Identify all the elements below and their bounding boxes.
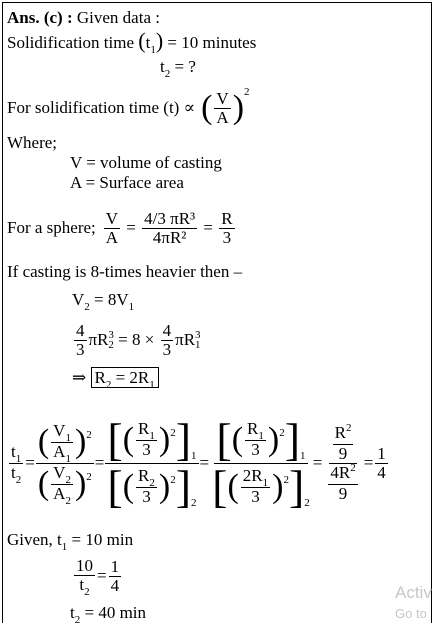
fraction-v: V (216, 88, 229, 108)
t2-answer-symbol: t (70, 603, 75, 622)
answer-heading (7, 8, 160, 28)
radius-result (72, 368, 159, 390)
relation-label: For solidification time (t) ∝ (7, 98, 196, 117)
relation-exponent: 2 (244, 86, 250, 98)
v-over-a-fraction (214, 90, 230, 127)
sphere-line: For a sphere; $\frac{V}{A}$ = $\frac{\text{4/3 πR³}}{\text{4πR²}}$ = $\frac{R}{3}$ (7, 208, 233, 247)
t2-answer-value: = 40 min (80, 603, 147, 622)
where-label: Where; (7, 133, 58, 152)
t2-unknown-value: = ? (170, 57, 196, 76)
given-t1-subscript: 1 (61, 541, 68, 553)
ratio-solve-line: $\frac{10}{t_2}$ = $\frac{1}{4}$ (76, 555, 120, 598)
v2-equation (72, 290, 134, 312)
final-den: 4 (377, 462, 386, 482)
activation-watermark-sub: Go to (395, 606, 427, 621)
ten-numerator: 10 (76, 555, 93, 575)
ratio-simplified: $\frac{\frac{R^2}{9}}{\frac{4R^2}{9}}$ (330, 421, 356, 503)
sphere-volume-expr: 4/3 πR³ (144, 208, 196, 228)
given-t1-line (7, 530, 133, 552)
pi-r1: πR (175, 330, 196, 349)
t2-symbol: t (160, 57, 165, 76)
r-over-3 (219, 210, 234, 247)
t2-denominator: t (79, 574, 85, 594)
relation-line: For solidification time (t) ∝ ( $\frac{V}{A}$ ) 2 (7, 87, 250, 129)
sphere-v: V (105, 208, 119, 228)
t2-unknown-line (160, 57, 196, 79)
solidification-value: = 10 minutes (167, 33, 257, 52)
area-definition: A = Surface area (70, 173, 184, 192)
r-numerator: R (221, 208, 233, 228)
sphere-a: A (105, 227, 119, 247)
t2-answer-line (70, 603, 146, 625)
radius-cube-equation: $\frac{4}{3}$ πR 3 2 = 8 × $\frac{4}{3}$ πR 3 1 (76, 320, 201, 359)
r1-subscript: 1 (149, 379, 155, 391)
sphere-volume-area-ratio (142, 210, 197, 247)
volume-definition: V = volume of casting (70, 153, 222, 172)
given-t1-label: Given, t (7, 530, 62, 549)
t1-symbol: t (145, 33, 151, 52)
given-data-label: Given data : (76, 8, 160, 27)
ratio-t1: t (11, 441, 16, 461)
final-num: 1 (377, 443, 386, 463)
one-numerator: 1 (110, 556, 120, 576)
t1-subscript: 1 (150, 44, 156, 56)
two-r: = 2R (111, 368, 150, 387)
three-denominator: 3 (222, 227, 232, 247)
boxed-result (91, 367, 159, 391)
v2-subscript: 2 (84, 301, 90, 313)
r2-exponent: 3 (108, 329, 114, 341)
r2-symbol: R (94, 368, 106, 387)
sphere-label: For a sphere; (7, 218, 96, 237)
ten-over-t2 (74, 557, 95, 596)
solidification-label: Solidification time (7, 33, 135, 52)
eight-times: = 8 × (113, 330, 159, 349)
activation-watermark: Activ (395, 583, 432, 602)
v2-symbol: V (72, 290, 85, 309)
ratio-final (375, 445, 388, 482)
v2-rhs: = 8V (89, 290, 129, 309)
t1-over-t2 (9, 443, 23, 484)
ratio-t2: t (11, 462, 16, 482)
given-t1-value: = 10 min (67, 530, 134, 549)
sphere-area-expr: 4πR² (152, 227, 187, 247)
t2-den-subscript: 2 (84, 585, 90, 598)
ratio-equation: $\frac{t_1}{t_2}$ = ( $\frac{V_1}{A_1}$ ) 2 ( $\frac{V_2}{A_2}$ ) 2 = [ ( $\frac{R_1}{3}$ ) 2 ] 1 [ ( $\frac{R_2}{3}$ ) 2 ] 2 = [ ( $\frac{R_1}{3}$ ) 2 ] 1 [ ( $\frac{2R_1}{3}$ ) 2 ] 2 = $\frac{\frac{R^2}{9}}{\frac{4R^2}{9}}$ = $\frac{1}{4}$ (11, 413, 386, 512)
four-denominator: 4 (110, 575, 120, 595)
solidification-line: Solidification time $(t_1) = 10$ minutes (7, 28, 257, 56)
heavier-statement: If casting is 8-times heavier then – (7, 262, 243, 281)
implies-arrow: ⇒ (72, 368, 87, 387)
pi-r2: πR (88, 330, 109, 349)
t2-subscript: 2 (164, 68, 171, 80)
r2-subscript: 2 (105, 379, 112, 391)
fraction-a: A (216, 107, 229, 127)
ratio-va-fraction: ( $\frac{V_1}{A_1}$ ) 2 ( $\frac{V_2}{A_2}$ ) 2 (37, 420, 92, 507)
ratio-substituted-fraction: [ ( $\frac{R_1}{3}$ ) 2 ] 1 [ ( $\frac{2R_1}{3}$ ) 2 ] 2 (212, 413, 310, 512)
sphere-v-over-a (104, 210, 120, 247)
answer-label: Ans. (c) : (7, 8, 73, 27)
one-fourth (109, 558, 122, 595)
v1-subscript: 1 (128, 301, 135, 313)
ratio-t1-sub: 1 (15, 452, 22, 465)
ratio-r-fraction: [ ( $\frac{R_1}{3}$ ) 2 ] 1 [ ( $\frac{R_2}{3}$ ) 2 ] 2 (107, 413, 197, 512)
t2-answer-subscript: 2 (74, 614, 81, 626)
ratio-t2-sub: 2 (15, 473, 22, 486)
